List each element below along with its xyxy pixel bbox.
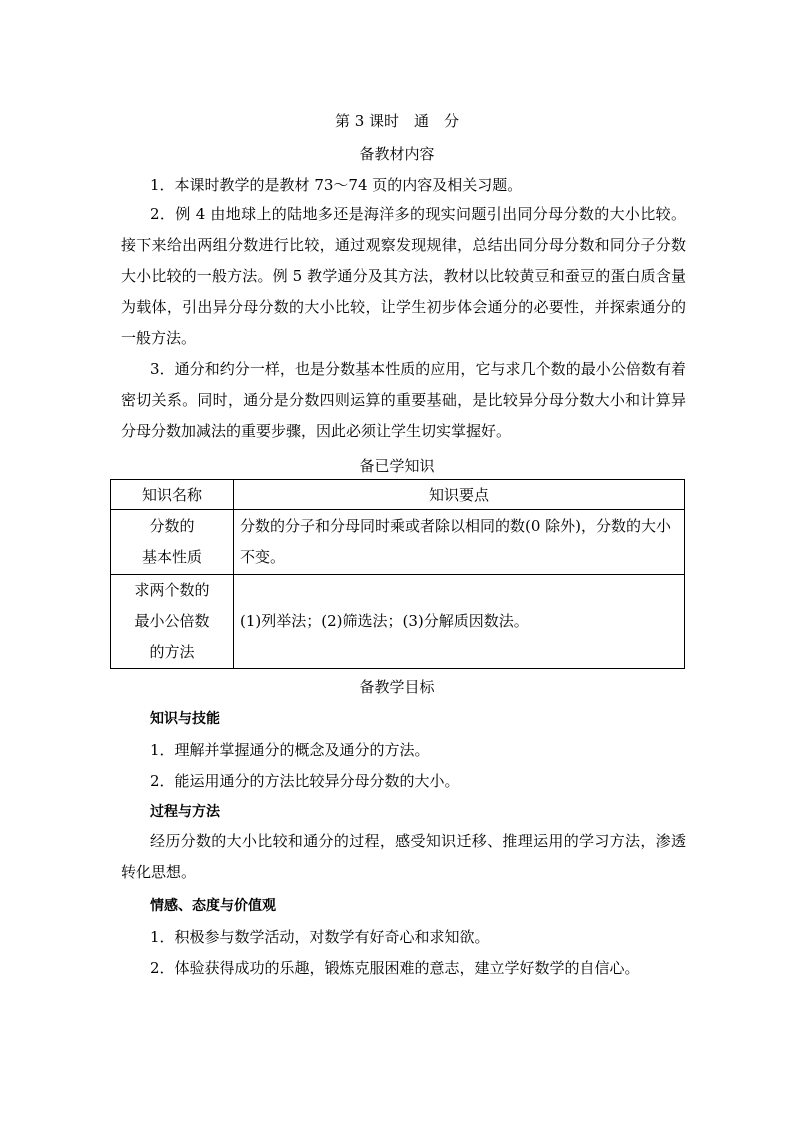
goal-process-paragraph: 经历分数的大小比较和通分的过程，感受知识迁移、推理运用的学习方法，渗透转化思想。 bbox=[121, 832, 686, 881]
table-cell-point: (1)列举法；(2)筛选法；(3)分解质因数法。 bbox=[234, 575, 685, 669]
table-row bbox=[111, 575, 685, 669]
row1-name-line2: 基本性质 bbox=[141, 548, 202, 566]
heading-teaching-goals: 备教学目标 bbox=[359, 678, 435, 696]
row2-name-line2: 最小公倍数 bbox=[134, 612, 210, 630]
table-cell-name bbox=[111, 575, 234, 669]
knowledge-table bbox=[110, 479, 685, 669]
table-header-row bbox=[111, 480, 685, 510]
goal-emotion-item-2: 2．体验获得成功的乐趣，锻炼克服困难的意志，建立学好数学的自信心。 bbox=[150, 959, 640, 977]
table-cell-name bbox=[111, 510, 234, 575]
goal-knowledge-item-2: 2．能运用通分的方法比较异分母分数的大小。 bbox=[150, 772, 460, 790]
row2-name-line3: 的方法 bbox=[149, 643, 195, 661]
row2-name-line1: 求两个数的 bbox=[134, 581, 210, 599]
materials-item-2: 2．例 4 由地球上的陆地多还是海洋多的现实问题引出同分母分数的大小比较。接下来给出两组分数进行比较，通过观察发现规律，总结出同分母分数和同分子分数大小比较的一般方法。例 5 教学通分及其方法，教材以比较黄豆和蚕豆的蛋白质含量为载体，引出异分母分数的大小比较，让学生初步体会通分的必要性，并探索通分的一般方法。 bbox=[121, 205, 686, 347]
table-header-points: 知识要点 bbox=[234, 480, 685, 510]
goal-knowledge-skills-title: 知识与技能 bbox=[150, 711, 220, 727]
goal-process-method-title: 过程与方法 bbox=[150, 804, 220, 820]
table-cell-point: 分数的分子和分母同时乘或者除以相同的数(0 除外)，分数的大小不变。 bbox=[234, 510, 685, 575]
heading-materials: 备教材内容 bbox=[359, 145, 435, 163]
materials-item-1: 1．本课时教学的是教材 73～74 页的内容及相关习题。 bbox=[150, 176, 523, 194]
goal-emotion-item-1: 1．积极参与数学活动，对数学有好奇心和求知欲。 bbox=[150, 928, 490, 946]
goal-emotion-values-title: 情感、态度与价值观 bbox=[150, 898, 276, 914]
table-row bbox=[111, 510, 685, 575]
materials-item-3: 3．通分和约分一样，也是分数基本性质的应用，它与求几个数的最小公倍数有着密切关系。同时，通分是分数四则运算的重要基础，是比较异分母分数大小和计算异分母分数加减法的重要步骤，因此必须让学生切实掌握好。 bbox=[121, 360, 686, 440]
lesson-title: 第 3 课时 通 分 bbox=[334, 112, 460, 130]
goal-knowledge-item-1: 1．理解并掌握通分的概念及通分的方法。 bbox=[150, 741, 430, 759]
heading-prior-knowledge: 备已学知识 bbox=[359, 457, 435, 475]
table-header-name: 知识名称 bbox=[111, 480, 234, 510]
row1-name-line1: 分数的 bbox=[149, 517, 195, 535]
